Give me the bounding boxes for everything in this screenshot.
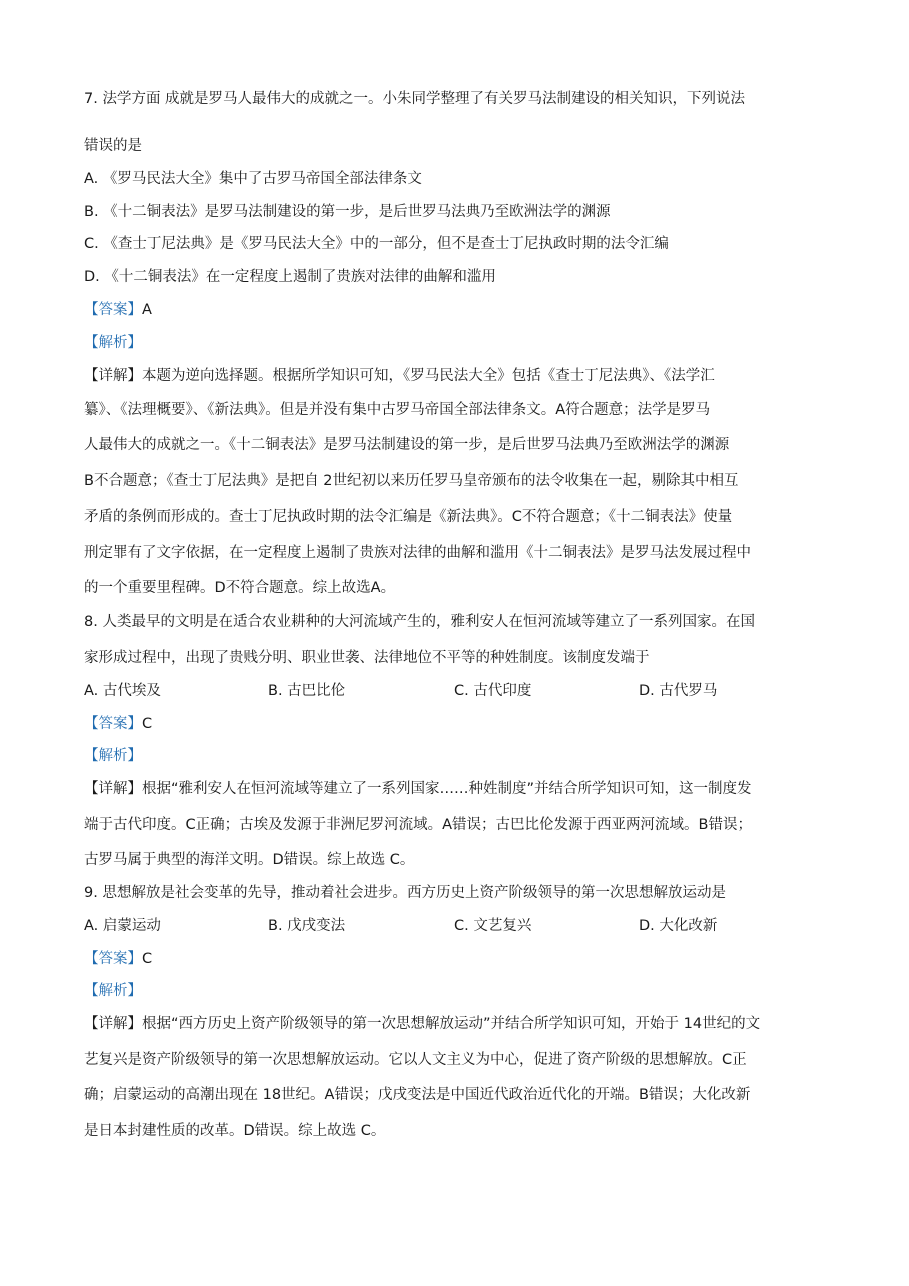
q9-option-b: B. 戊戌变法: [268, 918, 346, 934]
q9-answer-value: C: [142, 951, 153, 967]
q8-detail-line-2: 端于古代印度。C正确；古埃及发源于非洲尼罗河流域。A错误；古巴比伦发源于西亚两河流域。B错误；: [84, 817, 752, 833]
q8-analysis-tag: 【解析】: [84, 748, 142, 764]
q9-stem-line-1: 9. 思想解放是社会变革的先导，推动着社会进步。西方历史上资产阶级领导的第一次思想解放运动是: [84, 885, 726, 901]
q8-detail-line-3: 古罗马属于典型的海洋文明。D错误。综上故选 C。: [84, 852, 415, 868]
q7-answer-line: [84, 300, 834, 320]
q8-option-d: D. 古代罗马: [639, 683, 718, 699]
q8-answer-line: [84, 714, 834, 734]
q7-option-a: A. 《罗马民法大全》集中了古罗马帝国全部法律条文: [84, 171, 422, 187]
q8-answer-value: C: [142, 716, 153, 732]
q8-option-a: A. 古代埃及: [84, 683, 161, 699]
q7-detail-line-4: B不合题意；《查士丁尼法典》是把自 2世纪初以来历任罗马皇帝颁布的法令收集在一起，剔除其中相互: [84, 473, 739, 489]
q9-analysis-tag: 【解析】: [84, 983, 142, 999]
q7-detail-line-1: 【详解】本题为逆向选择题。根据所学知识可知，《罗马民法大全》包括《查士丁尼法典》、《法学汇: [84, 368, 715, 384]
q8-detail-line-1: 【详解】根据“雅利安人在恒河流域等建立了一系列国家……种姓制度”并结合所学知识可知，这一制度发: [84, 781, 752, 797]
q7-option-b: B. 《十二铜表法》是罗马法制建设的第一步，是后世罗马法典乃至欧洲法学的渊源: [84, 204, 611, 220]
q8-option-b: B. 古巴比伦: [268, 683, 346, 699]
q9-detail-line-2: 艺复兴是资产阶级领导的第一次思想解放运动。它以人文主义为中心，促进了资产阶级的思想解放。C正: [84, 1052, 747, 1068]
q7-option-c: C. 《查士丁尼法典》是《罗马民法大全》中的一部分，但不是查士丁尼执政时期的法令汇编: [84, 236, 669, 252]
q9-detail-line-1: 【详解】根据“西方历史上资产阶级领导的第一次思想解放运动”并结合所学知识可知，开始于 14世纪的文: [84, 1016, 761, 1032]
q7-detail-line-5: 矛盾的条例而形成的。查士丁尼执政时期的法令汇编是《新法典》。C不符合题意；《十二铜表法》使量: [84, 509, 733, 525]
q7-detail-line-7: 的一个重要里程碑。D不符合题意。综上故选A。: [84, 580, 396, 596]
q9-option-a: A. 启蒙运动: [84, 918, 161, 934]
q7-analysis-tag: 【解析】: [84, 335, 142, 351]
q8-stem-line-1: 8. 人类最早的文明是在适合农业耕种的大河流域产生的，雅利安人在恒河流域等建立了一系列国家。在国: [84, 614, 755, 630]
q7-answer-tag: 【答案】: [84, 302, 142, 318]
q9-option-d: D. 大化改新: [639, 918, 718, 934]
q7-option-d: D. 《十二铜表法》在一定程度上遏制了贵族对法律的曲解和滥用: [84, 269, 496, 285]
q9-option-c: C. 文艺复兴: [454, 918, 532, 934]
q8-stem-line-2: 家形成过程中，出现了贵贱分明、职业世袭、法律地位不平等的种姓制度。该制度发端于: [84, 650, 650, 666]
q9-detail-line-3: 确；启蒙运动的高潮出现在 18世纪。A错误；戊戌变法是中国近代政治近代化的开端。B错误；大化改新: [84, 1087, 751, 1103]
q8-option-c: C. 古代印度: [454, 683, 532, 699]
q9-detail-line-4: 是日本封建性质的改革。D错误。综上故选 C。: [84, 1123, 386, 1139]
q7-answer-value: A: [142, 302, 152, 318]
q7-detail-line-2: 纂》、《法理概要》、《新法典》。但是并没有集中古罗马帝国全部法律条文。A符合题意；法学是罗马: [84, 402, 711, 418]
q9-answer-line: [84, 949, 834, 969]
q8-answer-tag: 【答案】: [84, 716, 142, 732]
q7-stem-line-1: 7. 法学方面 成就是罗马人最伟大的成就之一。小朱同学整理了有关罗马法制建设的相关知识，下列说法: [84, 91, 746, 107]
q7-stem-line-2: 错误的是: [84, 138, 142, 154]
q7-detail-line-3: 人最伟大的成就之一。《十二铜表法》是罗马法制建设的第一步，是后世罗马法典乃至欧洲法学的渊源: [84, 437, 730, 453]
q9-answer-tag: 【答案】: [84, 951, 142, 967]
q7-detail-line-6: 刑定罪有了文字依据，在一定程度上遏制了贵族对法律的曲解和滥用《十二铜表法》是罗马法发展过程中: [84, 545, 751, 561]
